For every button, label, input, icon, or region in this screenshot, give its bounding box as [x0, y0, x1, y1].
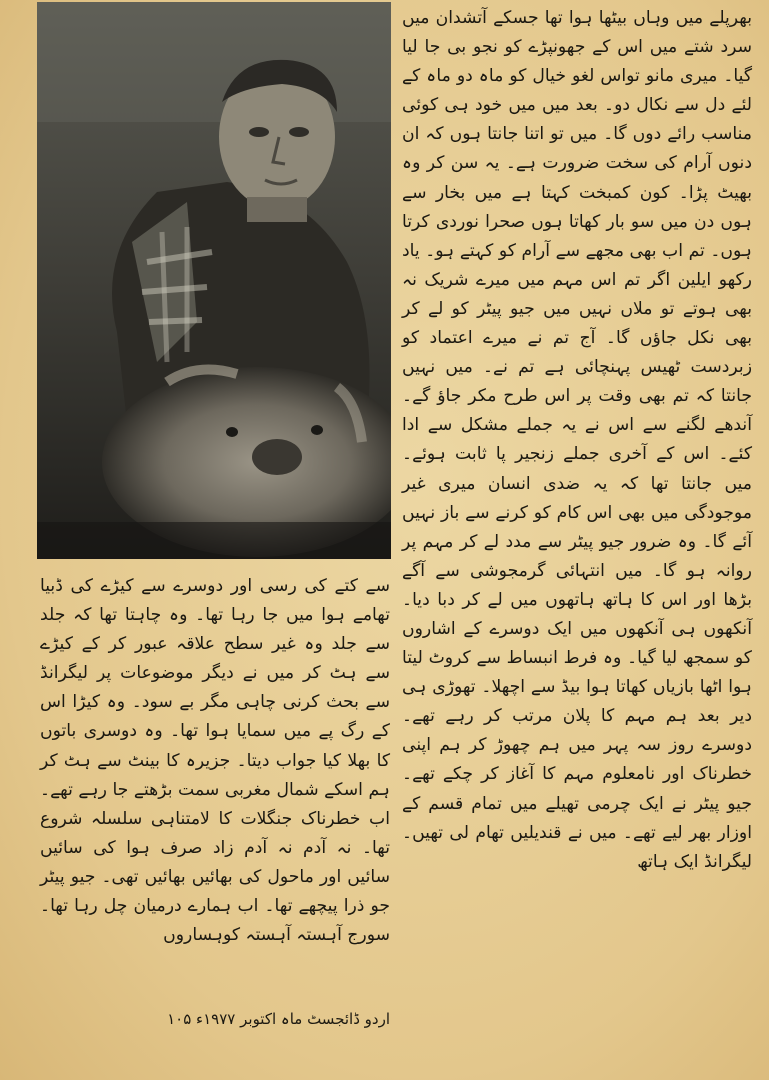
page-footer: اردو ڈائجسٹ ماہ اکتوبر ۱۹۷۷ء ۱۰۵: [167, 1010, 390, 1028]
article-photo: [37, 2, 391, 559]
article-text-right-column: [402, 4, 752, 1004]
article-text-left-column: [40, 572, 390, 1022]
man-with-bear-photo-icon: [37, 2, 391, 559]
left-column-paragraph: سے کتے کی رسی اور دوسرے سے کیڑے کی ڈبیا تھامے ہوا میں جا رہا تھا۔ وہ چاہتا تھا کہ جلد سے جلد وہ غیر سطح علاقہ عبور کر کے کیڑے سے ہٹ کر میں نے دیگر موضوعات پر لیگرانڈ سے بحث کرنی چاہی مگر بے سود۔ وہ کیڑا اس کے رگ پے میں سمایا ہوا تھا۔ وہ دوسری باتوں کا بھلا کیا جواب دیتا۔ جزیرہ کا بینٹ سے ہٹ کر ہم اسکے شمال مغربی سمت بڑھتے جا رہے تھے۔ اب خطرناک جنگلات کا لامتناہی سلسلہ شروع تھا۔ نہ آدم نہ آدم زاد صرف ہوا کی سائیں سائیں اور ماحول کی بھائیں بھائیں تھی۔ جیو پیٹر جو ذرا پیچھے تھا۔ اب ہمارے درمیان چل رہا تھا۔ سورج آہستہ آہستہ کوہساروں: [40, 576, 390, 946]
right-column-paragraph: بھرپلے میں وہاں بیٹھا ہوا تھا جسکے آتشدان میں سرد شتے میں اس کے جھونپڑے کو نجو بی جا لیا گیا۔ میری مانو تواس لغو خیال کو ماہ دو ماہ کے لئے دل سے نکال دو۔ بعد میں میں خود ہی کوئی مناسب رائے دوں گا۔ میں تو اتنا جانتا ہوں کہ ان دنوں آرام کی سخت ضرورت ہے۔ یہ سن کر وہ بھیٹ پڑا۔ کون کمبخت کہتا ہے میں بخار سے ہوں دن میں سو بار کھاتا ہوں صحرا نوردی کرتا ہوں۔ تم اب بھی مجھے سے آرام کو کہتے ہو۔ یاد رکھو ایلین اگر تم اس مہم میں میرے شریک نہ بھی ہوتے تو ملاں نہیں میں جیو پیٹر کو لے کر بھی نکل جاؤں گا۔ آج تم نے میرے اعتماد کو زبردست ٹھیس پہنچائی ہے تم نے۔ میں نہیں جانتا کہ تم بھی وقت پر اس طرح مکر جاؤ گے۔ آندھے لگنے سے اس نے یہ جملے مشکل سے ادا کئے۔ اس کے آخری جملے زنجیر پا ثابت ہوئے۔ میں جانتا تھا کہ یہ ضدی انسان میری غیر موجودگی میں بھی اس کام کو کرنے سے باز نہیں آئے گا۔ وہ ضرور جیو پیٹر سے مدد لے کر مہم پر روانہ ہو گا۔ میں انتہائی گرمجوشی سے آگے بڑھا اور اس کا ہاتھ ہاتھوں میں لے کر دبا دیا۔ آنکھوں ہی آنکھوں میں ایک دوسرے کے اشاروں کو سمجھ لیا گیا۔ وہ فرط انبساط سے کروٹ لیتا ہوا اٹھا بازیاں کھاتا ہوا بیڈ سے اچھلا۔ تھوڑی ہی دیر بعد ہم مہم کا پلان مرتب کر رہے تھے۔ دوسرے روز سہ پہر میں ہم چھوڑ کر ہم اپنی خطرناک اور نامعلوم مہم کا آغاز کر چکے تھے۔ جیو پیٹر نے ایک چرمی تھیلے میں تمام قسم کے اوزار بھر لیے تھے۔ میں نے قندیلیں تھام لی تھیں۔ لیگرانڈ ایک ہاتھ: [402, 8, 752, 872]
